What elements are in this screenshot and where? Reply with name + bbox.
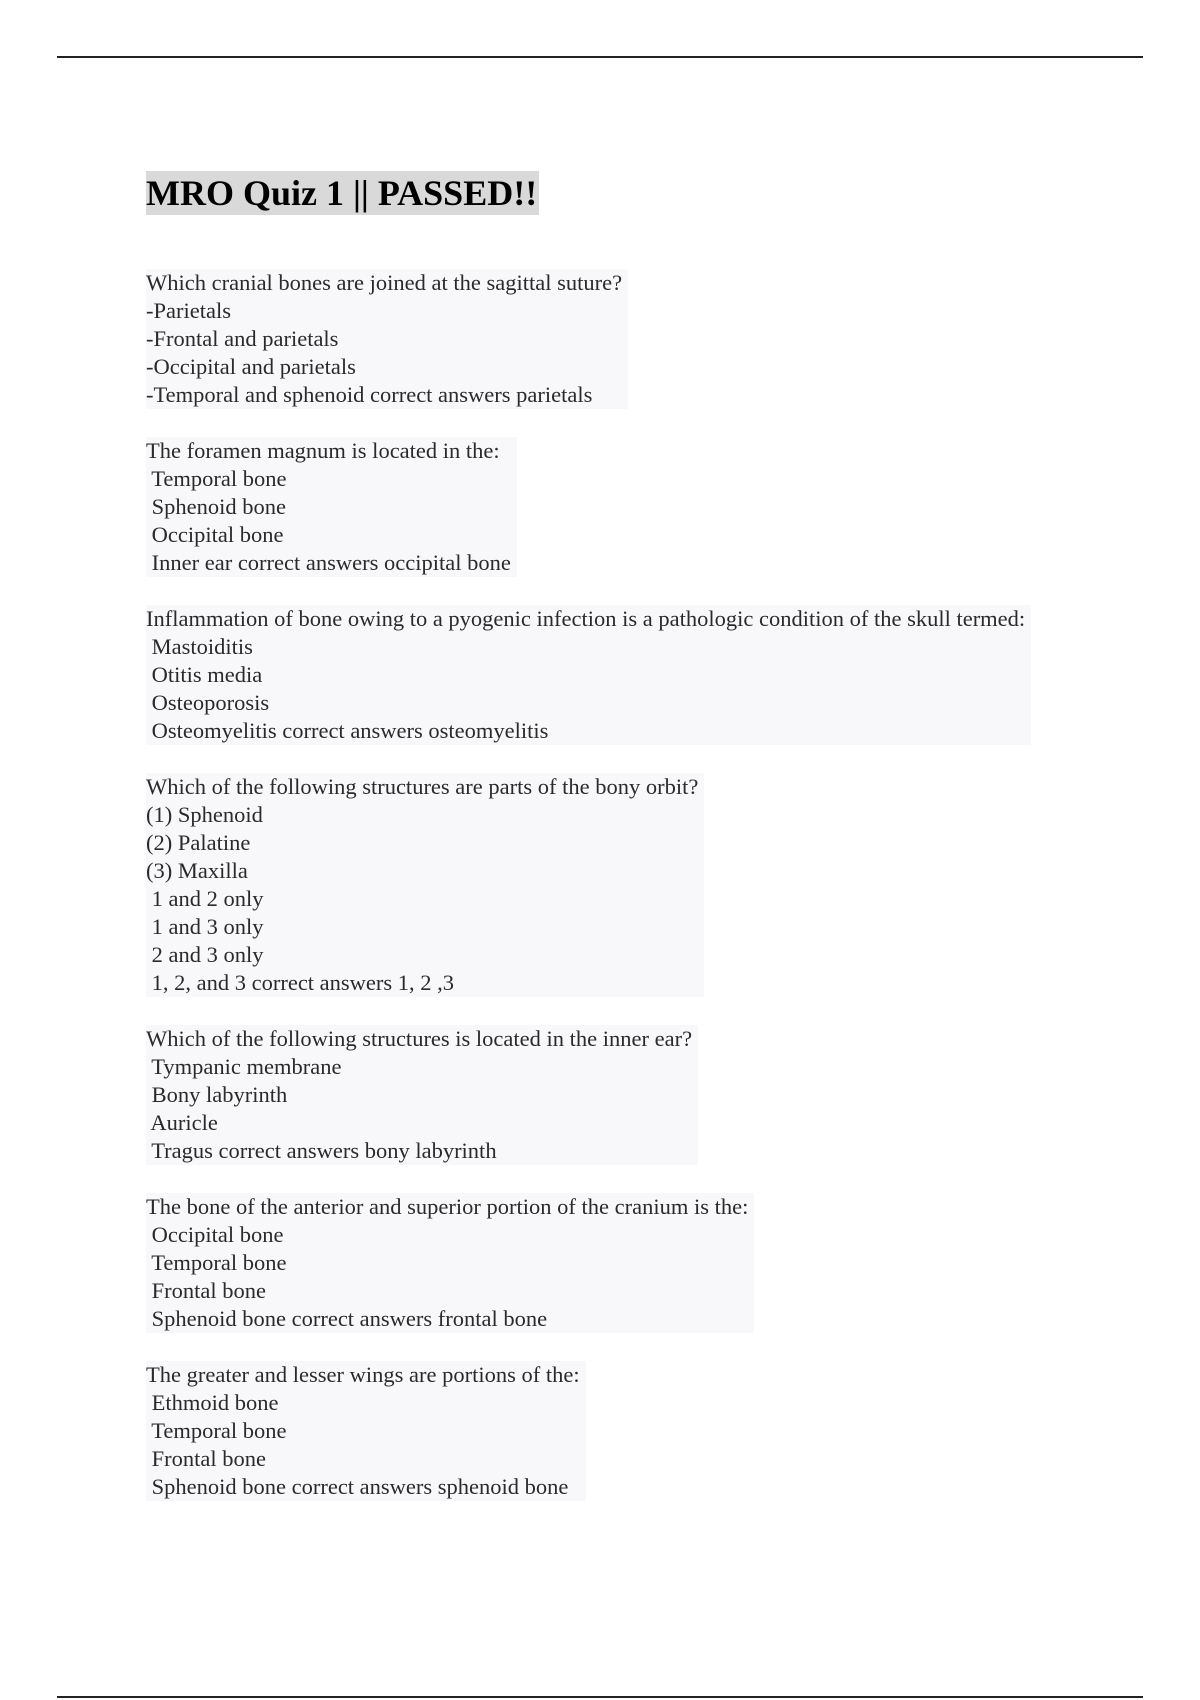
answer-option: Frontal bone [146, 1278, 266, 1303]
answer-option: Otitis media [146, 662, 263, 687]
answer-option: -Frontal and parietals [146, 326, 339, 351]
answer-option-with-correct-answer: -Temporal and sphenoid correct answers parietals [146, 382, 593, 407]
answer-option: Frontal bone [146, 1446, 266, 1471]
answer-option: Tympanic membrane [146, 1054, 342, 1079]
answer-option: -Occipital and parietals [146, 354, 356, 379]
question-text: The bone of the anterior and superior portion of the cranium is the: [146, 1194, 749, 1219]
answer-option-with-correct-answer: Osteomyelitis correct answers osteomyelitis [146, 718, 549, 743]
question-block-6 [146, 1193, 1106, 1361]
answer-option: Temporal bone [146, 466, 287, 491]
answer-option-with-correct-answer: Tragus correct answers bony labyrinth [146, 1138, 497, 1163]
question-block-2 [146, 437, 1106, 605]
answer-option: Auricle [146, 1110, 218, 1135]
answer-option: 2 and 3 only [146, 942, 264, 967]
answer-option: Mastoiditis [146, 634, 253, 659]
answer-option-with-correct-answer: 1, 2, and 3 correct answers 1, 2 ,3 [146, 970, 455, 995]
question-text: Inflammation of bone owing to a pyogenic infection is a pathologic condition of the skull termed: [146, 606, 1026, 631]
answer-option: Osteoporosis [146, 690, 270, 715]
question-text: The foramen magnum is located in the: [146, 438, 500, 463]
question-block-4 [146, 773, 1106, 1025]
numbered-item: (1) Sphenoid [146, 802, 263, 827]
answer-option: Occipital bone [146, 1222, 284, 1247]
answer-option-with-correct-answer: Inner ear correct answers occipital bone [146, 550, 511, 575]
numbered-item: (3) Maxilla [146, 858, 248, 883]
answer-option: 1 and 3 only [146, 914, 264, 939]
question-list [146, 269, 1106, 1529]
answer-option: Temporal bone [146, 1418, 287, 1443]
answer-option: Sphenoid bone [146, 494, 286, 519]
answer-option: -Parietals [146, 298, 231, 323]
document-body [146, 171, 1106, 1529]
header-rule [57, 56, 1143, 58]
answer-option-with-correct-answer: Sphenoid bone correct answers frontal bone [146, 1306, 548, 1331]
question-block-7 [146, 1361, 1106, 1529]
answer-option: 1 and 2 only [146, 886, 264, 911]
question-text: Which of the following structures is located in the inner ear? [146, 1026, 693, 1051]
answer-option: Temporal bone [146, 1250, 287, 1275]
question-block-3 [146, 605, 1106, 773]
document-title: MRO Quiz 1 || PASSED!! [146, 173, 538, 213]
numbered-item: (2) Palatine [146, 830, 251, 855]
question-block-1 [146, 269, 1106, 437]
footer-rule [57, 1696, 1143, 1698]
question-block-5 [146, 1025, 1106, 1193]
question-text: The greater and lesser wings are portions of the: [146, 1362, 580, 1387]
answer-option-with-correct-answer: Sphenoid bone correct answers sphenoid bone [146, 1474, 569, 1499]
answer-option: Bony labyrinth [146, 1082, 288, 1107]
answer-option: Occipital bone [146, 522, 284, 547]
question-text: Which of the following structures are parts of the bony orbit? [146, 774, 699, 799]
answer-option: Ethmoid bone [146, 1390, 279, 1415]
question-text: Which cranial bones are joined at the sagittal suture? [146, 270, 623, 295]
